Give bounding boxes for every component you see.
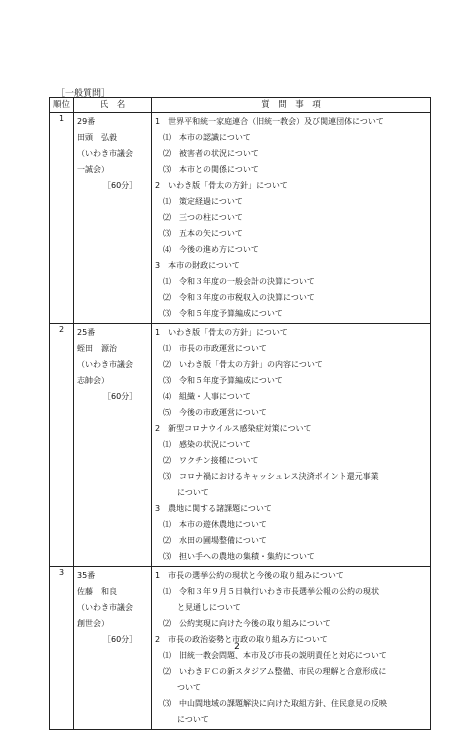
question-line: ⑶ コロナ禍におけるキャッシュレス決済ポイント還元事業 — [163, 472, 379, 481]
header-items: 質 問 事 項 — [152, 98, 431, 113]
name-line: （いわき市議会 — [77, 360, 133, 369]
question-line: について — [177, 715, 209, 724]
name-line: 田頭 弘毅 — [77, 133, 117, 142]
time-allotment: ［60分］ — [103, 181, 138, 190]
items-cell — [152, 324, 431, 567]
question-line: ⑶ 令和５年度予算編成について — [163, 376, 283, 385]
question-table — [49, 97, 431, 730]
question-line: ⑵ 水田の圃場整備について — [163, 536, 267, 545]
question-line: ⑶ 本市との関係について — [163, 165, 259, 174]
question-line: ⑴ 策定経過について — [163, 197, 243, 206]
question-line: ⑸ 今後の市政運営について — [163, 408, 267, 417]
question-line: ⑵ 三つの柱について — [163, 213, 243, 222]
question-line: ⑶ 中山間地域の課題解決に向けた取組方針、住民意見の反映 — [163, 699, 387, 708]
question-line: ⑵ いわきＦＣの新スタジアム整備、市民の理解と合意形成に — [163, 667, 387, 676]
name-cell — [74, 324, 152, 567]
question-line: ⑷ 組織・人事について — [163, 392, 251, 401]
name-line: 一誠会） — [77, 165, 109, 174]
name-line: 佐藤 和良 — [77, 587, 117, 596]
question-line: ⑴ 感染の状況について — [163, 440, 251, 449]
question-line: 1 いわき版「骨太の方針」について — [155, 328, 288, 337]
question-line: 3 農地に関する諸課題について — [155, 504, 272, 513]
name-line: （いわき市議会 — [77, 603, 133, 612]
question-line: ⑷ 今後の進め方について — [163, 245, 259, 254]
rank-cell: 3 — [50, 567, 74, 730]
section-label: ［一般質問］ — [56, 89, 111, 99]
question-line: 2 市長の政治姿勢と市政の取り組み方について — [155, 635, 328, 644]
question-line: と見通しについて — [177, 603, 241, 612]
table-row — [50, 113, 431, 324]
question-line: ⑵ いわき版「骨太の方針」の内容について — [163, 360, 323, 369]
question-line: ⑵ 被害者の状況について — [163, 149, 259, 158]
name-line: 35番 — [77, 571, 96, 580]
name-cell — [74, 113, 152, 324]
name-line: 蛭田 源治 — [77, 344, 117, 353]
question-line: ⑴ 令和３年９月５日執行いわき市長選挙公報の公約の現状 — [163, 587, 379, 596]
question-line: ⑶ 担い手への農地の集積・集約について — [163, 552, 315, 561]
name-line: 25番 — [77, 328, 96, 337]
question-line: 2 新型コロナウイルス感染症対策について — [155, 424, 312, 433]
header-rank: 順位 — [50, 98, 74, 113]
items-cell — [152, 113, 431, 324]
question-line: ⑵ 令和３年度の市税収入の決算について — [163, 293, 315, 302]
question-line: 3 本市の財政について — [155, 261, 240, 270]
question-line: ⑶ 五本の矢について — [163, 229, 243, 238]
rank-cell: 1 — [50, 113, 74, 324]
name-line: 志帥会） — [77, 376, 109, 385]
question-line: ついて — [177, 683, 201, 692]
question-line: ⑵ ワクチン接種について — [163, 456, 259, 465]
question-line: について — [177, 488, 209, 497]
question-line: ⑶ 令和５年度予算編成について — [163, 309, 283, 318]
question-line: ⑴ 市長の市政運営について — [163, 344, 267, 353]
time-allotment: ［60分］ — [103, 392, 138, 401]
question-line: ⑴ 本市の認識について — [163, 133, 251, 142]
table-header-row — [50, 98, 431, 113]
time-allotment: ［60分］ — [103, 635, 138, 644]
question-line: ⑵ 公約実現に向けた今後の取り組みについて — [163, 619, 331, 628]
name-line: （いわき市議会 — [77, 149, 133, 158]
name-line: 創世会） — [77, 619, 109, 628]
question-line: ⑴ 旧統一教会問題、本市及び市長の説明責任と対応について — [163, 651, 387, 660]
table-row — [50, 324, 431, 567]
question-line: 1 市長の選挙公約の現状と今後の取り組みについて — [155, 571, 344, 580]
name-line: 29番 — [77, 117, 96, 126]
question-line: ⑴ 本市の遊休農地について — [163, 520, 267, 529]
page-number: 2 — [234, 642, 240, 652]
question-line: 2 いわき版「骨太の方針」について — [155, 181, 288, 190]
rank-cell: 2 — [50, 324, 74, 567]
question-line: ⑴ 令和３年度の一般会計の決算について — [163, 277, 315, 286]
header-name: 氏 名 — [74, 98, 152, 113]
question-line: 1 世界平和統一家庭連合（旧統一教会）及び関連団体について — [155, 117, 384, 126]
